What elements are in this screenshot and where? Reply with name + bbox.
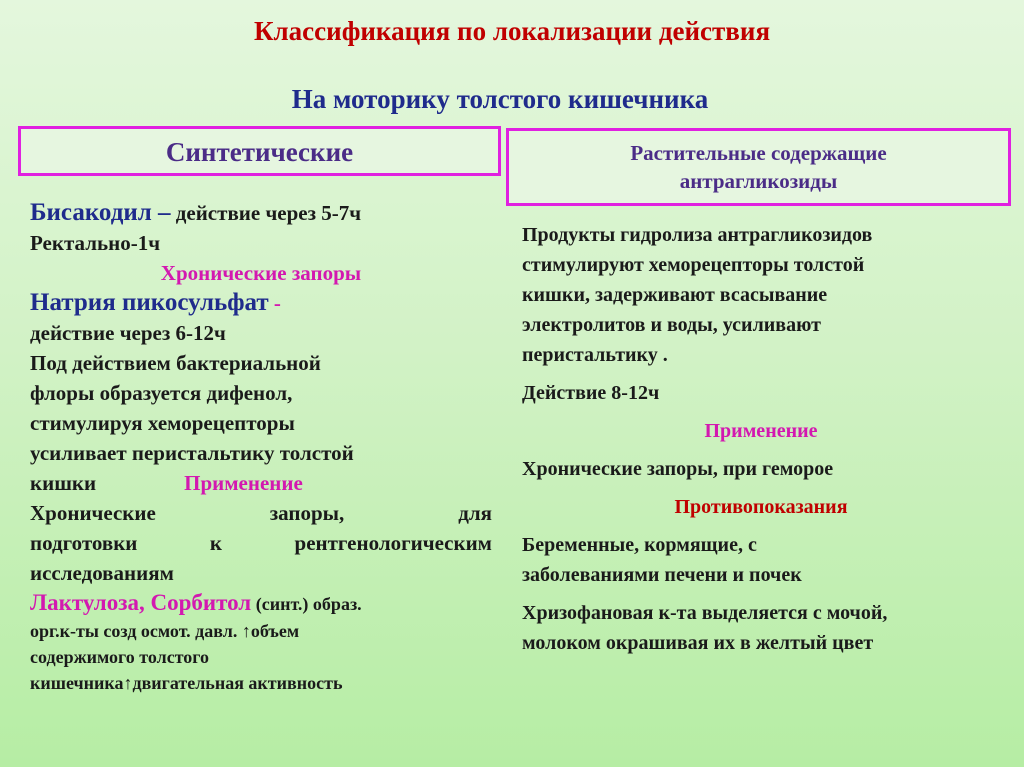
- use-line: исследованиям: [30, 561, 174, 585]
- herbal-header-box: [506, 128, 1011, 206]
- products-line: электролитов и воды, усиливают: [522, 314, 821, 336]
- synthetic-header-box: [18, 126, 501, 176]
- chryso-line: молоком окрашивая их в желтый цвет: [522, 632, 874, 654]
- products-line: перистальтику .: [522, 344, 668, 366]
- herbal-use: Хронические запоры, при гемороe: [522, 458, 834, 480]
- products-paragraph: [522, 220, 1000, 370]
- use-line: Хронические запоры, для: [30, 501, 492, 525]
- mechanism-line: усиливает перистальтику толстой: [30, 441, 354, 465]
- products-line: кишки, задерживают всасывание: [522, 284, 828, 306]
- mechanism-line: кишки: [30, 471, 97, 495]
- herbal-header-line2: антрагликозиды: [679, 169, 838, 193]
- picosulfate-row: [30, 288, 492, 318]
- application-label: Применение: [184, 471, 303, 495]
- picosulfate-name: Натрия пикосульфат: [30, 289, 269, 316]
- products-line: Продукты гидролиза антрагликозидов: [522, 224, 873, 246]
- use-line: подготовки к рентгенологическим: [30, 531, 492, 555]
- lactulose-line: кишечника↑двигательная активность: [30, 673, 343, 693]
- herbal-header-line1: Растительные содержащие: [630, 141, 887, 165]
- lactulose-synth: (синт.) образ.: [251, 594, 362, 614]
- mechanism-application-row: [30, 468, 492, 498]
- mechanism-line: флоры образуется дифенол,: [30, 381, 293, 405]
- contraindications-label: Противопоказания: [674, 496, 848, 518]
- mechanism-line: стимулируя хеморецепторы: [30, 411, 295, 435]
- synthetic-column: [30, 198, 492, 696]
- products-line: стимулируют хеморецепторы толстой: [522, 254, 865, 276]
- lactulose-name: Лактулоза, Сорбитол: [30, 590, 252, 615]
- herbal-column: [522, 220, 1000, 666]
- contraindications-paragraph: [522, 530, 1000, 590]
- lactulose-line: содержимого толстого: [30, 647, 210, 667]
- synthetic-header-label: Синтетические: [165, 137, 354, 167]
- contra-line: заболеваниями печени и почек: [522, 564, 802, 586]
- bisacodyl-row: [30, 198, 492, 228]
- herbal-application-label: Применение: [704, 420, 818, 442]
- chrysophanic-paragraph: [522, 598, 1000, 658]
- lactulose-line: орг.к-ты созд осмот. давл. ↑объем: [30, 621, 300, 641]
- chronic-constipation-label: Хронические запоры: [160, 261, 362, 285]
- chryso-line: Хризофановая к-та выделяется с мочой,: [522, 602, 888, 624]
- bisacodyl-action: действие через 5-7ч: [170, 201, 362, 225]
- picosulfate-dash: -: [268, 291, 281, 315]
- contra-line: Беременные, кормящие, с: [522, 534, 757, 556]
- picosulfate-action: действие через 6-12ч: [30, 321, 226, 345]
- bisacodyl-name: Бисакодил –: [30, 199, 171, 226]
- herbal-action: Действие 8-12ч: [522, 382, 660, 404]
- mechanism-line: Под действием бактериальной: [30, 351, 321, 375]
- slide-title: Классификация по локализации действия: [253, 16, 771, 46]
- rectal-text: Ректально-1ч: [30, 231, 161, 255]
- lactulose-row: [30, 588, 492, 618]
- slide-subtitle: На моторику толстого кишечника: [291, 84, 709, 114]
